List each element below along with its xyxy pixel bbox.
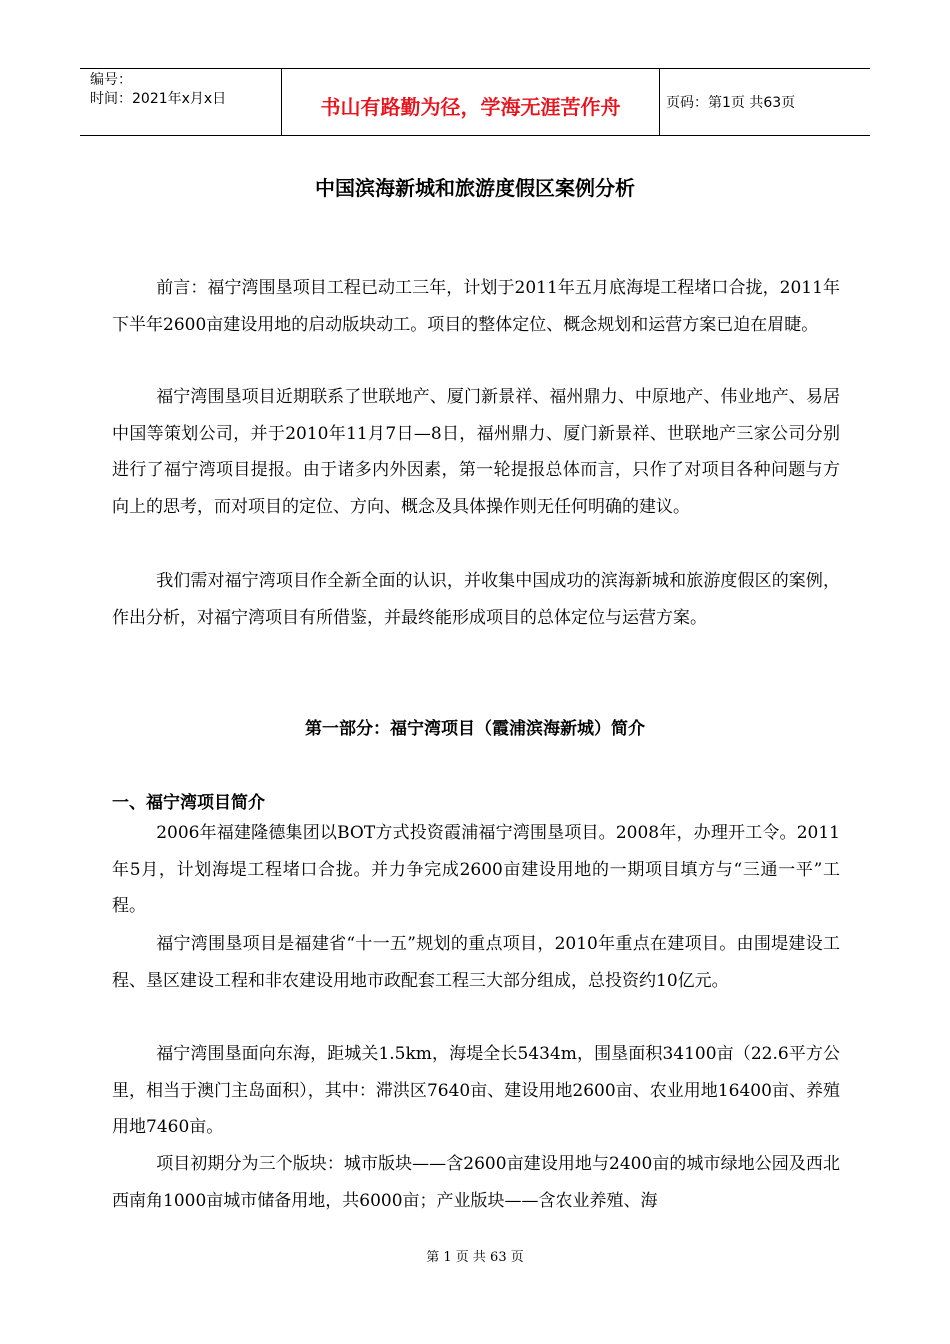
- section-heading: 一、福宁湾项目简介: [112, 793, 265, 813]
- intro-paragraph: 福宁湾围垦项目近期联系了世联地产、厦门新景祥、福州鼎力、中原地产、伟业地产、易居中国等策划公司，并于2010年11月7日—8日，福州鼎力、厦门新景祥、世联地产三家公司分别进行了福宁湾项目提报。由于诸多内外因素，第一轮提报总体而言，只作了对项目各种问题与方向上的思考，而对项目的定位、方向、概念及具体操作则无任何明确的建议。: [112, 387, 840, 517]
- header-page-cell: [660, 69, 870, 135]
- page-footer: 第 1 页 共 63 页: [426, 1250, 524, 1265]
- document-header-table: [80, 68, 870, 136]
- document-title: 中国滨海新城和旅游度假区案例分析: [315, 176, 635, 200]
- header-motto-cell: [282, 69, 660, 135]
- number-label: 编号：: [90, 72, 132, 88]
- time-label: 时间：2021年x月x日: [90, 91, 227, 107]
- motto-text: 书山有路勤为径，学海无涯苦作舟: [320, 94, 621, 119]
- section-paragraph: 项目初期分为三个版块：城市版块——含2600亩建设用地与2400亩的城市绿地公园及西北西南角1000亩城市储备用地，共6000亩；产业版块——含农业养殖、海: [112, 1154, 840, 1211]
- section-paragraph: 福宁湾围垦项目是福建省“十一五”规划的重点项目，2010年重点在建项目。由围堤建设工程、垦区建设工程和非农建设用地市政配套工程三大部分组成，总投资约10亿元。: [112, 934, 840, 991]
- section-paragraph: 2006年福建隆德集团以BOT方式投资霞浦福宁湾围垦项目。2008年，办理开工令。2011年5月，计划海堤工程堵口合拢。并力争完成2600亩建设用地的一期项目填方与“三通一平”工程。: [112, 823, 840, 916]
- header-meta-cell: [80, 69, 282, 135]
- section-paragraph: 福宁湾围垦面向东海，距城关1.5km，海堤全长5434m，围垦面积34100亩（22.6平方公里，相当于澳门主岛面积），其中：滞洪区7640亩、建设用地2600亩、农业用地16400亩、养殖用地7460亩。: [112, 1044, 840, 1137]
- intro-paragraph: 前言：福宁湾围垦项目工程已动工三年，计划于2011年五月底海堤工程堵口合拢，2011年下半年2600亩建设用地的启动版块动工。项目的整体定位、概念规划和运营方案已迫在眉睫。: [112, 278, 840, 335]
- part-heading: 第一部分：福宁湾项目（霞浦滨海新城）简介: [305, 719, 645, 739]
- page-info: 页码：第1页 共63页: [666, 95, 796, 111]
- intro-paragraph: 我们需对福宁湾项目作全新全面的认识，并收集中国成功的滨海新城和旅游度假区的案例，作出分析，对福宁湾项目有所借鉴，并最终能形成项目的总体定位与运营方案。: [112, 571, 840, 628]
